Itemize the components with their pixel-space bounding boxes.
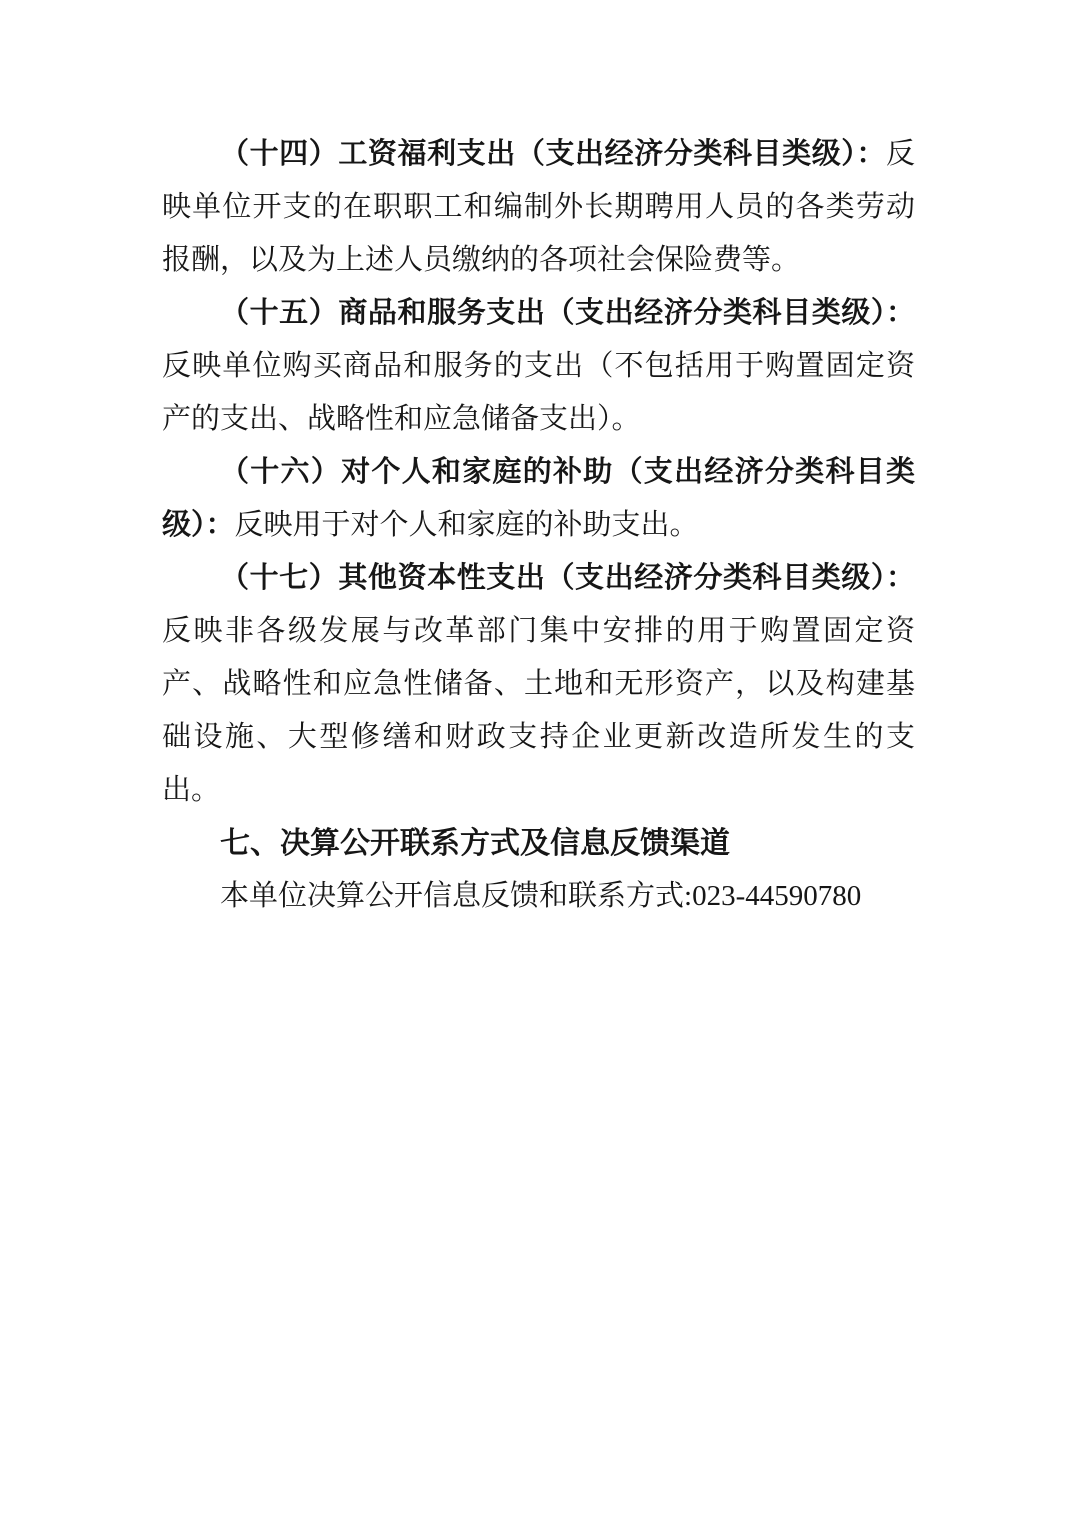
document-content [162,128,915,923]
section-15-body: 反映单位购买商品和服务的支出（不包括用于购置固定资产的支出、战略性和应急储备支出）。 [162,350,915,435]
contact-phone-number: 023-44590780 [692,880,862,912]
section-17-body: 反映非各级发展与改革部门集中安排的用于购置固定资产、战略性和应急性储备、土地和无形资产，以及构建基础设施、大型修缮和财政支持企业更新改造所发生的支出。 [162,615,915,806]
section-14-body: 反映单位开支的在职职工和编制外长期聘用人员的各类劳动报酬，以及为上述人员缴纳的各项社会保险费等。 [162,138,915,276]
section-14-heading: （十四）工资福利支出（支出经济分类科目类级）： [220,138,886,170]
section-14-paragraph [162,128,915,287]
section-16-body: 反映用于对个人和家庭的补助支出。 [234,509,699,541]
section-16-paragraph [162,446,915,552]
chapter-7-heading: 七、决算公开联系方式及信息反馈渠道 [220,827,730,860]
section-17-heading: （十七）其他资本性支出（支出经济分类科目类级）： [220,562,915,594]
section-15-heading: （十五）商品和服务支出（支出经济分类科目类级）： [220,297,915,329]
section-16-heading: （十六）对个人和家庭的补助（支出经济分类科目类级）： [162,456,915,541]
section-15-paragraph [162,287,915,446]
section-17-paragraph [162,552,915,817]
contact-label: 本单位决算公开信息反馈和联系方式: [220,880,693,912]
contact-line [162,870,915,923]
